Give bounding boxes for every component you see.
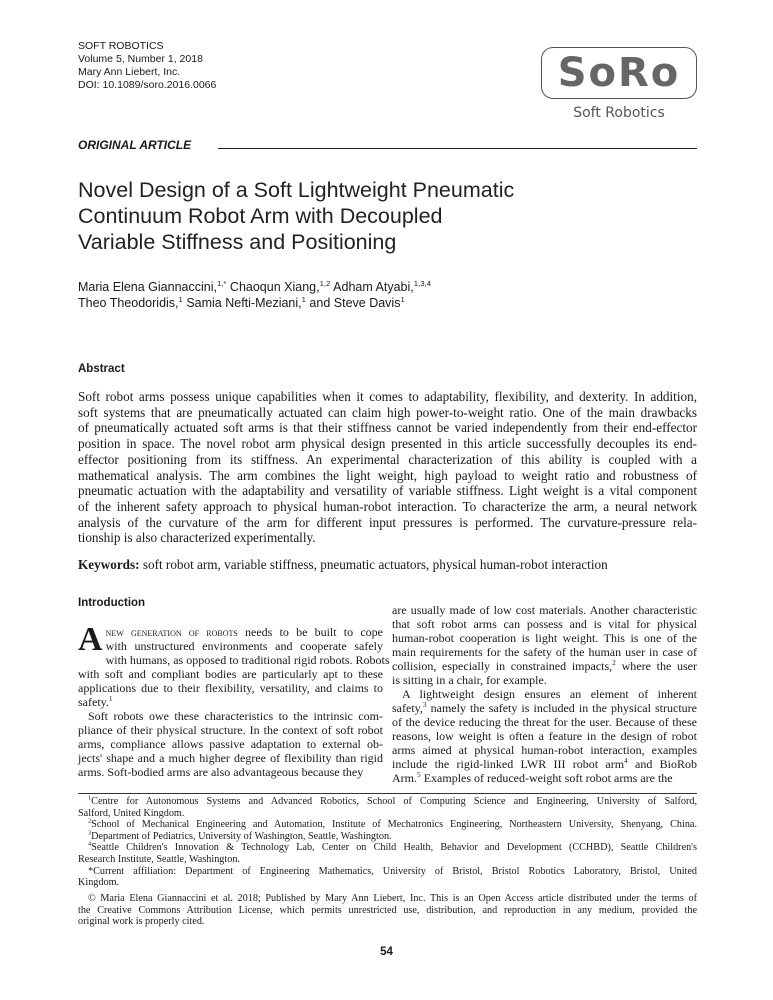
introduction-heading: Introduction: [78, 597, 146, 609]
author: Adham Atyabi,: [330, 280, 414, 294]
doi: DOI: 10.1089/soro.2016.0066: [78, 79, 217, 91]
text-line: [78, 819, 697, 831]
text-segment: with humans, as opposed to traditional rigid robots. Robots: [105, 653, 390, 667]
text-line: tionship is also characterized experimentally.: [78, 530, 316, 546]
text-segment: A lightweight design ensures an element of inherent: [402, 687, 697, 701]
text-line: [78, 831, 697, 843]
text-line: [78, 916, 697, 928]
keywords-label: Keywords:: [78, 557, 140, 572]
text-segment: Soft robots owe these characteristics to the intrinsic com-: [88, 709, 383, 723]
author-line: [78, 279, 431, 295]
text-line: [78, 639, 383, 653]
text-line: [78, 653, 390, 667]
text-line: [392, 673, 697, 687]
text-line: pneumatic actuation with the adaptability and versatility of variable stiffness. Light weight is a vital component: [78, 483, 697, 499]
text-line: [78, 842, 697, 854]
journal-logo-subtitle: Soft Robotics: [573, 105, 665, 121]
column-lines: [78, 639, 390, 779]
article-type: ORIGINAL ARTICLE: [78, 138, 192, 152]
publisher: Mary Ann Liebert, Inc.: [78, 66, 181, 78]
small-caps-lead: new generation of robots: [105, 625, 238, 639]
text-line: [78, 877, 697, 889]
text-line: [392, 645, 697, 659]
text-line: [78, 695, 383, 709]
text-segment: with soft and compliant bodies are particularly apt to these: [78, 667, 383, 681]
text-line: position in space. The novel robot arm physical design presented in this article successfully decouples its end-: [78, 436, 697, 452]
text-line: [392, 715, 697, 729]
text-segment: Research Institute, Seattle, Washington.: [78, 853, 240, 865]
journal-volume: Volume 5, Number 1, 2018: [78, 53, 203, 65]
author: Theo Theodoridis,: [78, 296, 179, 310]
text-segment: Salford, United Kingdom.: [78, 807, 185, 819]
keywords: [78, 557, 608, 573]
text-segment: main requirements for the safety of the human user in case of: [392, 645, 697, 659]
text-segment: that soft robot arms can possess and is vital for physical: [392, 617, 697, 631]
text-segment: namely the safety is included in the physical structure: [426, 701, 697, 715]
text-segment: arms. Soft-bodied arms are also advantageous because they: [78, 765, 364, 779]
abstract-heading: Abstract: [78, 363, 125, 375]
author: Samia Nefti-Meziani,: [182, 296, 302, 310]
text-line: [78, 893, 697, 905]
journal-meta: [78, 40, 216, 92]
text-segment: Examples of reduced-weight soft robot arms are the: [420, 771, 673, 785]
copyright-notice: [78, 893, 697, 928]
reference-marker: 3: [422, 700, 427, 709]
text-segment: of the device reducing the threat for the user. Because of these: [392, 715, 697, 729]
text-segment: Arm.: [392, 771, 417, 785]
text-line: [78, 808, 697, 820]
text-segment: pliance of their physical structure. In the context of soft robot: [78, 723, 383, 737]
text-line: [78, 751, 383, 765]
text-segment: are usually made of low cost materials. Another characteristic: [392, 603, 697, 617]
text-line: [392, 687, 697, 701]
keywords-text: soft robot arm, variable stiffness, pneumatic actuators, physical human-robot interaction: [139, 557, 608, 572]
journal-name: SOFT ROBOTICS: [78, 40, 164, 52]
text-line: effector positioning from its stiffness. An experimental characterization of this ability is coupled with a: [78, 451, 697, 467]
reference-marker: 5: [417, 770, 421, 779]
text-line: [78, 905, 697, 917]
text-segment: human-robot cooperation is light weight. This is one of the: [392, 631, 697, 645]
title-line: Novel Design of a Soft Lightweight Pneumatic: [78, 178, 515, 202]
text-segment: Centre for Autonomous Systems and Advanced Robotics, School of Computing Science and Engineering, University of Salford,: [91, 796, 697, 807]
reference-marker: 4: [624, 756, 628, 765]
abstract-body: [78, 389, 697, 546]
text-segment: reasons, low weight is often a feature in the design of robot: [392, 729, 697, 743]
text-segment: arms, compliance allows passive adaptation to external ob-: [78, 737, 383, 751]
journal-logo: SoRo: [541, 47, 697, 99]
text-line: [78, 737, 383, 751]
text-line: [392, 757, 697, 771]
reference-marker: 2: [612, 658, 616, 667]
text-line: of pneumatically actuated soft arms is that their stiffness cannot be varied independently from their end-effector: [78, 420, 697, 436]
text-line: [78, 625, 383, 639]
text-line: [78, 723, 383, 737]
affiliation-marker: 1: [301, 294, 306, 304]
text-segment: Kingdom.: [78, 877, 120, 889]
author: and Steve Davis: [305, 296, 401, 310]
footnote-divider: [78, 793, 697, 794]
text-line: [392, 631, 697, 645]
text-segment: safety.: [78, 695, 109, 709]
text-segment: original work is properly cited.: [78, 916, 205, 928]
text-segment: Department of Pediatrics, University of Washington, Seattle, Washington.: [91, 830, 392, 842]
author: Chaoqun Xiang,: [226, 280, 320, 294]
text-line: [392, 771, 697, 785]
text-segment: needs to be built to cope: [237, 625, 383, 639]
column-left: [78, 621, 390, 779]
reference-marker: 1: [88, 794, 92, 802]
text-line: [78, 709, 383, 723]
author-line: [78, 295, 431, 311]
text-line: [392, 701, 697, 715]
reference-marker: 3: [88, 829, 92, 837]
text-line: analysis of the curvature of the arm for different input pressures is performed. The curvature-pressure rela-: [78, 514, 697, 530]
text-segment: and BioRob: [627, 757, 697, 771]
text-line: [78, 866, 697, 878]
paper-title: [78, 177, 514, 255]
text-line: [392, 659, 697, 673]
text-line: [78, 796, 697, 808]
title-line: Continuum Robot Arm with Decoupled: [78, 204, 443, 228]
page-number: 54: [380, 946, 393, 958]
text-line: soft systems that are pneumatically actuated can claim high power-to-weight ratio. One of the main drawbacks: [78, 404, 697, 420]
author-list: [78, 279, 431, 311]
affiliation-marker: 1: [400, 294, 405, 304]
text-line: [392, 743, 697, 757]
title-line: Variable Stiffness and Positioning: [78, 230, 397, 254]
text-line: [392, 603, 697, 617]
text-line: of the inherent safety approach to physical human-robot interaction. To characterize the arm, a neural network: [78, 498, 697, 514]
reference-marker: 2: [88, 817, 92, 825]
text-segment: School of Mechanical Engineering and Automation, Institute of Mechatronics Engineering, Northeastern University, Shenyang, China.: [91, 819, 697, 831]
text-segment: Seattle Children's Innovation & Technology Lab, Center on Child Health, Behavior and Development (CCHBD), Seattle Children's: [91, 842, 697, 854]
affiliation-marker: 1,*: [216, 278, 227, 288]
reference-marker: 4: [88, 840, 92, 848]
text-line: [78, 765, 383, 779]
text-segment: arms aimed at physical human-robot interaction, examples: [392, 743, 697, 757]
text-segment: where the user: [615, 659, 697, 673]
affiliation-marker: 1,3,4: [413, 278, 432, 288]
affiliation-marker: 1,2: [319, 278, 331, 288]
text-segment: the Creative Commons Attribution License, which permits unrestricted use, distribution, and reproduction in any medium, provided the: [78, 904, 697, 916]
author: Maria Elena Giannaccini,: [78, 280, 217, 294]
text-line: [78, 667, 383, 681]
text-segment: include the rigid-linked LWR III robot arm: [392, 757, 625, 771]
text-line: [392, 729, 697, 743]
text-line: mathematical analysis. The arm combines the light weight, high payload to weight ratio and robustness of: [78, 467, 697, 483]
reference-marker: 1: [108, 694, 113, 703]
text-segment: with unstructured environments and cooperate safely: [105, 639, 383, 653]
text-line: Soft robot arms possess unique capabilities when it comes to adaptability, flexibility, and dexterity. In addition,: [78, 389, 697, 404]
text-segment: safety,: [392, 701, 423, 715]
text-segment: is sitting in a chair, for example.: [392, 673, 547, 687]
text-segment: © Maria Elena Giannaccini et al. 2018; Published by Mary Ann Liebert, Inc. This is an Open Access article distributed under the terms of: [88, 893, 697, 904]
text-segment: *Current affiliation: Department of Engineering Mathematics, University of Bristol, Bristol Robotics Laboratory, Bristol, United: [88, 865, 697, 877]
text-line: [78, 854, 697, 866]
text-line: [78, 681, 383, 695]
affiliation-marker: 1: [178, 294, 183, 304]
drop-cap: A: [78, 621, 103, 658]
text-segment: collision, especially in constrained impacts,: [392, 659, 613, 673]
column-right: [392, 603, 697, 785]
text-segment: applications due to their flexibility, versatility, and claims to: [78, 681, 383, 695]
affiliation-footnotes: [78, 796, 697, 889]
divider: [218, 148, 697, 149]
text-segment: jects' shape and a much higher degree of flexibility than rigid: [78, 751, 383, 765]
text-line: [392, 617, 697, 631]
